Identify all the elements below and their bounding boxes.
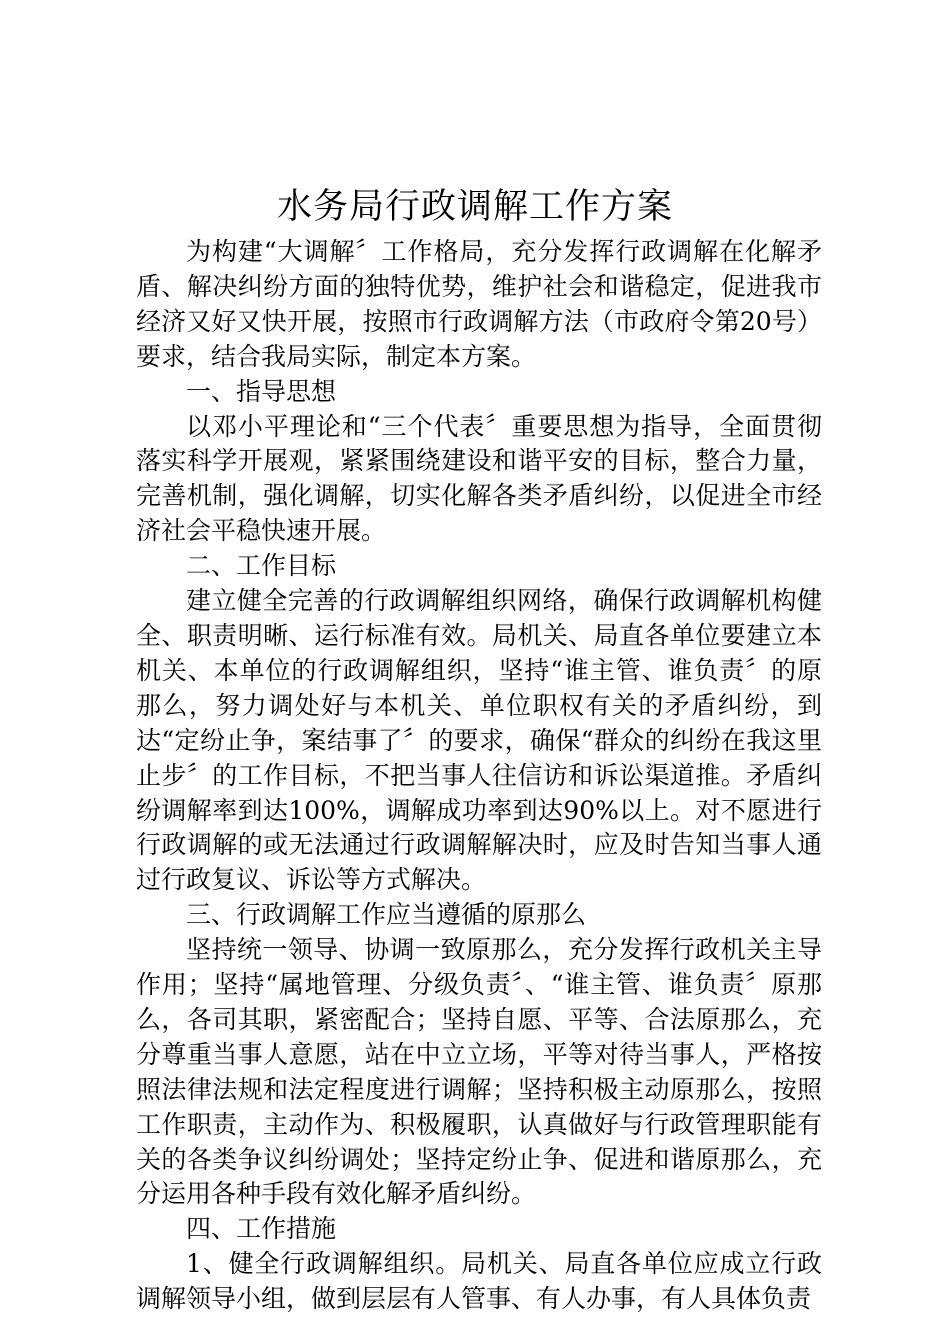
guiding-thought-paragraph: 以邓小平理论和“三个代表〞重要思想为指导，全面贯彻落实科学开展观，紧紧围绕建设和谐平安的目标，整合力量，完善机制，强化调解，切实化解各类矛盾纠纷，以促进全市经济社会平稳快速开展。 [136, 411, 822, 546]
work-goals-paragraph: 建立健全完善的行政调解组织网络，确保行政调解机构健全、职责明晰、运行标准有效。局机关、局直各单位要建立本机关、本单位的行政调解组织，坚持“谁主管、谁负责〞的原那么，努力调处好与本机关、单位职权有关的矛盾纠纷，到达“定纷止争，案结事了〞的要求，确保“群众的纠纷在我这里止步〞的工作目标，不把当事人往信访和诉讼渠道推。矛盾纠纷调解率到达100%，调解成功率到达90%以上。对不愿进行行政调解的或无法通过行政调解解决时，应及时告知当事人通过行政复议、诉讼等方式解决。 [136, 586, 822, 895]
work-measures-paragraph-1: 1、健全行政调解组织。局机关、局直各单位应成立行政调解领导小组，做到层层有人管事、有人办事，有人具体负责 [136, 1249, 822, 1314]
intro-paragraph: 为构建“大调解〞工作格局，充分发挥行政调解在化解矛盾、解决纠纷方面的独特优势，维护社会和谐稳定，促进我市经济又好又快开展，按照市行政调解方法（市政府令第20号）要求，结合我局实际，制定本方案。 [136, 237, 822, 371]
section-heading-principles: 三、行政调解工作应当遵循的原那么 [186, 900, 587, 930]
section-heading-guiding-thought: 一、指导思想 [186, 376, 337, 406]
document-title: 水务局行政调解工作方案 [276, 187, 673, 227]
document-body [136, 235, 822, 1317]
section-heading-work-measures: 四、工作措施 [186, 1214, 337, 1244]
principles-paragraph: 坚持统一领导、协调一致原那么，充分发挥行政机关主导作用；坚持“属地管理、分级负责〞、“谁主管、谁负责〞原那么，各司其职，紧密配合；坚持自愿、平等、合法原那么，充分尊重当事人意愿，站在中立立场，平等对待当事人，严格按照法律法规和法定程度进行调解；坚持积极主动原那么，按照工作职责，主动作为、积极履职，认真做好与行政管理职能有关的各类争议纠纷调处；坚持定纷止争、促进和谐原那么，充分运用各种手段有效化解矛盾纠纷。 [136, 935, 822, 1209]
section-heading-work-goals: 二、工作目标 [186, 551, 337, 581]
